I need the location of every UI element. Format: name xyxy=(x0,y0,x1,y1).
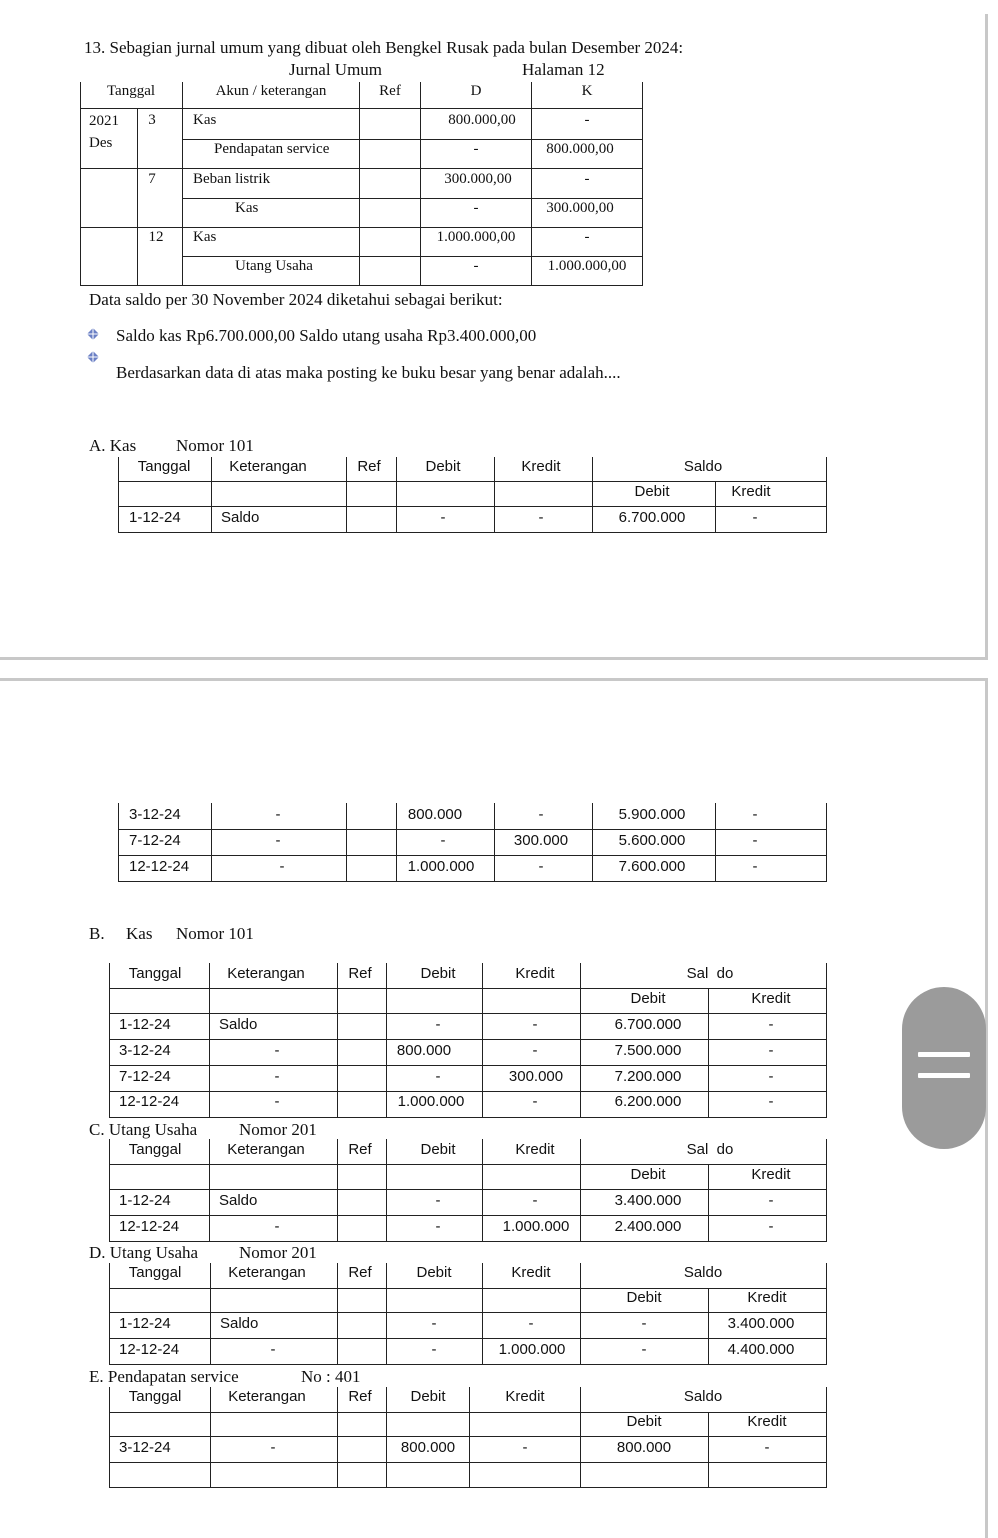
ledger-balance-debit: 3.400.000 xyxy=(614,1192,682,1209)
ledger-balance-credit: 3.400.000 xyxy=(727,1315,795,1332)
option-e-nomor: No : 401 xyxy=(301,1367,361,1386)
header-saldo: Sal do xyxy=(686,1141,734,1158)
option-d-label: D. Utang Usaha xyxy=(89,1243,199,1262)
journal-debit: - xyxy=(473,200,479,216)
journal-title: Jurnal Umum xyxy=(289,60,383,79)
ledger-balance-debit: 800.000 xyxy=(616,1439,672,1456)
header-keterangan: Keterangan xyxy=(227,1141,305,1158)
ledger-debit: - xyxy=(435,1218,441,1235)
ledger-credit: - xyxy=(532,1016,538,1033)
ledger-desc: Saldo xyxy=(220,1315,259,1332)
journal-debit: - xyxy=(473,258,479,274)
journal-account: Kas xyxy=(235,200,259,216)
header-saldo-kredit: Kredit xyxy=(747,1413,787,1430)
header-debit: Debit xyxy=(425,458,461,475)
ledger-date: 1-12-24 xyxy=(119,1315,171,1332)
journal-credit: 800.000,00 xyxy=(546,141,614,157)
journal-account: Kas xyxy=(193,229,217,245)
ledger-credit: 1.000.000 xyxy=(498,1341,566,1358)
header-kredit: Kredit xyxy=(515,965,555,982)
journal-header-ref: Ref xyxy=(379,83,401,99)
header-kredit: Kredit xyxy=(505,1388,545,1405)
journal-debit: - xyxy=(473,141,479,157)
ledger-desc: - xyxy=(274,1068,280,1085)
header-saldo: Saldo xyxy=(683,1264,723,1281)
journal-year: 2021 xyxy=(89,113,119,129)
ledger-desc: - xyxy=(275,806,281,823)
header-saldo-kredit: Kredit xyxy=(731,483,771,500)
ledger-balance-debit: 7.500.000 xyxy=(614,1042,682,1059)
ledger-balance-credit: - xyxy=(752,832,758,849)
grip-icon xyxy=(918,1052,970,1057)
header-ref: Ref xyxy=(348,965,372,982)
journal-header-akun: Akun / keterangan xyxy=(215,83,327,99)
question-prompt: Berdasarkan data di atas maka posting ke buku besar yang benar adalah.... xyxy=(116,363,621,382)
header-debit: Debit xyxy=(416,1264,452,1281)
ledger-balance-credit: 4.400.000 xyxy=(727,1341,795,1358)
journal-debit: 1.000.000,00 xyxy=(436,229,516,245)
ledger-credit: - xyxy=(532,1042,538,1059)
header-saldo: Saldo xyxy=(683,1388,723,1405)
ledger-balance-debit: - xyxy=(641,1341,647,1358)
bullet-icon xyxy=(87,328,99,340)
ledger-balance-debit: 6.700.000 xyxy=(614,1016,682,1033)
header-kredit: Kredit xyxy=(521,458,561,475)
ledger-balance-credit: - xyxy=(752,858,758,875)
header-saldo-debit: Debit xyxy=(634,483,670,500)
ledger-credit: - xyxy=(528,1315,534,1332)
ledger-credit: - xyxy=(538,858,544,875)
question-title: 13. Sebagian jurnal umum yang dibuat oleh Bengkel Rusak pada bulan Desember 2024: xyxy=(84,38,684,57)
ledger-balance-debit: 5.600.000 xyxy=(618,832,686,849)
ledger-credit: 1.000.000 xyxy=(502,1218,570,1235)
scroll-handle[interactable] xyxy=(902,987,986,1149)
ledger-debit: - xyxy=(440,832,446,849)
header-tanggal: Tanggal xyxy=(128,1141,182,1158)
bullet-icon xyxy=(87,351,99,363)
header-debit: Debit xyxy=(410,1388,446,1405)
ledger-date: 1-12-24 xyxy=(119,1016,171,1033)
ledger-credit: - xyxy=(532,1192,538,1209)
journal-account: Utang Usaha xyxy=(235,258,313,274)
ledger-desc: - xyxy=(270,1439,276,1456)
ledger-balance-credit: - xyxy=(768,1016,774,1033)
header-tanggal: Tanggal xyxy=(128,1388,182,1405)
ledger-credit: - xyxy=(538,509,544,526)
header-tanggal: Tanggal xyxy=(128,1264,182,1281)
ledger-credit: - xyxy=(532,1093,538,1110)
ledger-debit: - xyxy=(435,1068,441,1085)
ledger-balance-debit: - xyxy=(641,1315,647,1332)
header-saldo: Sal do xyxy=(686,965,734,982)
option-e-label: E. Pendapatan service xyxy=(89,1367,239,1386)
header-debit: Debit xyxy=(420,965,456,982)
ledger-date: 3-12-24 xyxy=(129,806,181,823)
ledger-credit: 300.000 xyxy=(513,832,569,849)
ledger-balance-debit: 6.700.000 xyxy=(618,509,686,526)
ledger-debit: 1.000.000 xyxy=(407,858,475,875)
ledger-date: 7-12-24 xyxy=(129,832,181,849)
journal-debit: 800.000,00 xyxy=(448,112,516,128)
ledger-balance-debit: 7.600.000 xyxy=(618,858,686,875)
ledger-balance-credit: - xyxy=(752,509,758,526)
header-saldo: Saldo xyxy=(683,458,723,475)
journal-account: Pendapatan service xyxy=(214,141,330,157)
header-ref: Ref xyxy=(357,458,381,475)
ledger-balance-credit: - xyxy=(768,1192,774,1209)
header-saldo-debit: Debit xyxy=(626,1413,662,1430)
ledger-desc: Saldo xyxy=(219,1192,258,1209)
ledger-debit: 800.000 xyxy=(407,806,463,823)
header-tanggal: Tanggal xyxy=(128,965,182,982)
ledger-debit: - xyxy=(431,1315,437,1332)
data-intro: Data saldo per 30 November 2024 diketahui sebagai berikut: xyxy=(89,290,503,309)
ledger-balance-credit: - xyxy=(768,1042,774,1059)
header-keterangan: Keterangan xyxy=(227,965,305,982)
ledger-debit: - xyxy=(435,1192,441,1209)
ledger-desc: - xyxy=(274,1218,280,1235)
ledger-balance-credit: - xyxy=(764,1439,770,1456)
journal-header-d: D xyxy=(470,83,482,99)
journal-header-k: K xyxy=(581,83,593,99)
option-a-nomor: Nomor 101 xyxy=(176,436,254,455)
ledger-desc: - xyxy=(279,858,285,875)
journal-header-tanggal: Tanggal xyxy=(106,83,156,99)
ledger-balance-debit: 5.900.000 xyxy=(618,806,686,823)
ledger-desc: Saldo xyxy=(219,1016,258,1033)
header-saldo-kredit: Kredit xyxy=(751,1166,791,1183)
ledger-desc: - xyxy=(274,1093,280,1110)
ledger-balance-credit: - xyxy=(768,1068,774,1085)
ledger-date: 3-12-24 xyxy=(119,1439,171,1456)
ledger-debit: 1.000.000 xyxy=(397,1093,465,1110)
journal-credit: 300.000,00 xyxy=(546,200,614,216)
grip-icon xyxy=(918,1073,970,1078)
option-c-label: C. Utang Usaha xyxy=(89,1120,198,1139)
ledger-credit: - xyxy=(538,806,544,823)
journal-day: 3 xyxy=(148,112,156,128)
journal-credit: - xyxy=(584,171,590,187)
ledger-date: 12-12-24 xyxy=(119,1341,180,1358)
page-break xyxy=(0,657,988,660)
ledger-debit: - xyxy=(440,509,446,526)
ledger-credit: 300.000 xyxy=(508,1068,564,1085)
header-tanggal: Tanggal xyxy=(137,458,191,475)
journal-page: Halaman 12 xyxy=(522,60,605,79)
header-ref: Ref xyxy=(348,1264,372,1281)
ledger-date: 3-12-24 xyxy=(119,1042,171,1059)
page-break xyxy=(0,678,988,681)
ledger-debit: - xyxy=(435,1016,441,1033)
ledger-desc: - xyxy=(274,1042,280,1059)
header-saldo-kredit: Kredit xyxy=(751,990,791,1007)
bullet-saldo: Saldo kas Rp6.700.000,00 Saldo utang usaha Rp3.400.000,00 xyxy=(116,326,537,345)
ledger-desc: - xyxy=(270,1341,276,1358)
ledger-desc: Saldo xyxy=(221,509,260,526)
header-saldo-debit: Debit xyxy=(626,1289,662,1306)
header-ref: Ref xyxy=(348,1388,372,1405)
ledger-balance-credit: - xyxy=(768,1218,774,1235)
ledger-desc: - xyxy=(275,832,281,849)
ledger-balance-credit: - xyxy=(768,1093,774,1110)
journal-credit: - xyxy=(584,112,590,128)
ledger-date: 1-12-24 xyxy=(119,1192,171,1209)
journal-account: Beban listrik xyxy=(193,171,271,187)
journal-day: 12 xyxy=(148,229,164,245)
header-keterangan: Keterangan xyxy=(228,1264,306,1281)
header-saldo-kredit: Kredit xyxy=(747,1289,787,1306)
journal-credit: 1.000.000,00 xyxy=(547,258,627,274)
page-edge xyxy=(985,14,988,660)
journal-debit: 300.000,00 xyxy=(444,171,512,187)
header-saldo-debit: Debit xyxy=(630,1166,666,1183)
option-b-label: B. xyxy=(89,924,105,943)
header-keterangan: Keterangan xyxy=(228,1388,306,1405)
option-c-nomor: Nomor 201 xyxy=(239,1120,317,1139)
ledger-balance-credit: - xyxy=(752,806,758,823)
ledger-date: 12-12-24 xyxy=(129,858,190,875)
ledger-date: 12-12-24 xyxy=(119,1093,180,1110)
ledger-date: 12-12-24 xyxy=(119,1218,180,1235)
ledger-debit: - xyxy=(431,1341,437,1358)
ledger-date: 7-12-24 xyxy=(119,1068,171,1085)
header-keterangan: Keterangan xyxy=(229,458,307,475)
option-b-nomor: Nomor 101 xyxy=(176,924,254,943)
option-b-account: Kas xyxy=(126,924,153,943)
ledger-balance-debit: 6.200.000 xyxy=(614,1093,682,1110)
option-a-label: A. Kas xyxy=(89,436,137,455)
option-d-nomor: Nomor 201 xyxy=(239,1243,317,1262)
ledger-debit: 800.000 xyxy=(396,1042,452,1059)
ledger-debit: 800.000 xyxy=(400,1439,456,1456)
header-saldo-debit: Debit xyxy=(630,990,666,1007)
journal-day: 7 xyxy=(148,171,156,187)
journal-account: Kas xyxy=(193,112,217,128)
header-kredit: Kredit xyxy=(515,1141,555,1158)
ledger-balance-debit: 2.400.000 xyxy=(614,1218,682,1235)
journal-credit: - xyxy=(584,229,590,245)
journal-month: Des xyxy=(89,135,113,151)
header-debit: Debit xyxy=(420,1141,456,1158)
ledger-balance-debit: 7.200.000 xyxy=(614,1068,682,1085)
ledger-date: 1-12-24 xyxy=(129,509,181,526)
header-ref: Ref xyxy=(348,1141,372,1158)
ledger-credit: - xyxy=(522,1439,528,1456)
header-kredit: Kredit xyxy=(511,1264,551,1281)
